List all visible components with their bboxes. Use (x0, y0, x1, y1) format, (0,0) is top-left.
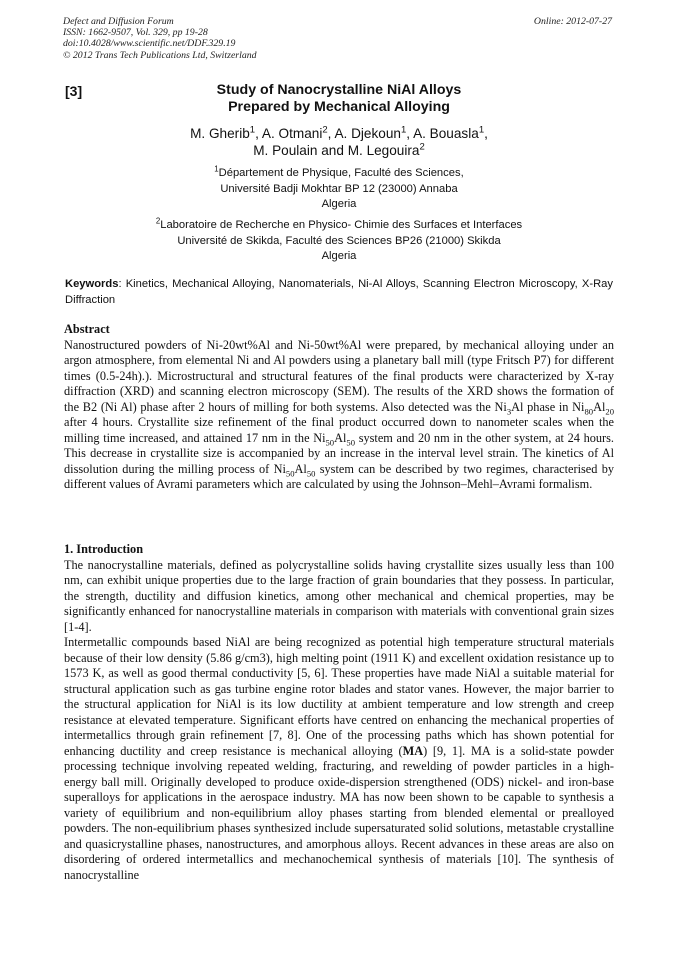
author-name: A. Bouasla (413, 126, 479, 141)
affiliation-mark: 1 (214, 164, 219, 174)
affiliation-2 (90, 218, 588, 265)
journal-name: Defect and Diffusion Forum (63, 16, 174, 27)
affiliation-country: Algeria (321, 198, 357, 210)
author-affiliation-mark: 1 (478, 124, 485, 136)
abstract-text: Al (334, 430, 347, 445)
journal-header (63, 16, 423, 61)
author-conjunction: and (321, 143, 344, 158)
author-list (100, 125, 578, 159)
keywords (65, 277, 613, 308)
affiliation-line (90, 218, 588, 234)
title-line-2: Prepared by Mechanical Alloying (228, 99, 450, 115)
introduction-section (64, 542, 614, 883)
author-name: M. Poulain (253, 143, 318, 158)
affiliation-text: Université Badji Mokhtar BP 12 (23000) Annaba (220, 182, 458, 195)
affiliation-1 (90, 166, 588, 213)
paper-title (130, 82, 548, 116)
author-name: A. Otmani (261, 126, 323, 141)
abstract-text: system can be described by two regimes, characterised by different values of Avrami parameters which are calculated by using the Johnson–Mehl–Avrami formalism. (64, 461, 614, 491)
affiliation-mark: 2 (155, 216, 161, 226)
subscript: 3 (506, 405, 512, 416)
intro-text: Intermetallic compounds based NiAl are being recognized as potential high temperature structural materials because of their low density (5.86 g/cm3), high melting point (1911 K) and excellent oxidation resistance up to 1573 K, as well as good thermal conductivity [5, 6]. These properties have made NiAl a suitable material for structural application such as gas turbine engine rotor blades and stator vanes. However, the major barrier to the structural application for NiAl is its low ductility at ambient temperature and low strength and creep resistance at elevated temperature. Significant efforts have centred on enhancing the mechanical properties of intermetallics through grain refinement [7, 8]. One of the processing paths which has shown potential for enhancing ductility and creep resistance is mechanical alloying ( (64, 635, 614, 758)
title-line-1: Study of Nanocrystalline NiAl Alloys (216, 82, 462, 98)
abstract-text: after 4 hours. Crystallite size refinement of the final product occurred down to nanometer scales when the milling time increased, and attained 17 nm in the Ni (64, 415, 614, 445)
reference-number: [3] (65, 83, 83, 99)
intro-paragraph-2 (64, 635, 614, 883)
author-name: M. Gherib (190, 126, 250, 141)
doi-line: doi:10.4028/www.scientific.net/DDF.329.19 (63, 38, 236, 50)
affiliation-line (90, 166, 588, 182)
abstract-text: Al (294, 461, 307, 476)
online-date: Online: 2012-07-27 (533, 16, 612, 27)
author-line-2 (100, 142, 578, 159)
subscript: 80 (584, 405, 594, 416)
subscript: 50 (325, 436, 335, 447)
affiliation-country: Algeria (321, 250, 357, 262)
abstract-text: Al (593, 399, 606, 414)
introduction-heading: 1. Introduction (64, 542, 144, 556)
subscript: 50 (306, 467, 316, 478)
affiliation-text: Université de Skikda, Faculté des Sciences BP26 (21000) Skikda (177, 234, 501, 247)
abstract-body (64, 338, 614, 493)
issn-line: ISSN: 1662-9507, Vol. 329, pp 19-28 (63, 27, 208, 39)
abstract-section (64, 322, 614, 493)
subscript: 20 (605, 405, 614, 416)
author-name: M. Legouira (347, 143, 420, 158)
intro-bold-term: MA (402, 743, 424, 758)
intro-text: ) [9, 1]. MA is a solid-state powder processing technique involving repeated welding, fracturing, and rewelding of powder particles in a high-energy ball mill. Originally developed to produce oxide-dispersion strengthened (ODS) nickel- and iron-base superalloys for applications in the aerospace industry. MA has now been shown to be capable to synthesis a variety of equilibrium and non-equilibrium alloy phases starting from blended elemental or prealloyed powders. The non-equilibrium phases synthesized include supersaturated solid solutions, metastable crystalline and quasicrystalline phases, nanostructures, and amorphous alloys. Recent advances in these areas are also on disordering of ordered intermetallics and mechanochemical synthesis of materials [10]. The synthesis of nanocrystalline (64, 743, 615, 882)
author-affiliation-mark: 2 (419, 141, 425, 153)
author-line-1: M. Gherib$^1$, A. Otmani$^2$, A. Djekoun$^1$, A. Bouasla$^1$, (190, 124, 488, 141)
abstract-text: Al phase in Ni (511, 399, 585, 414)
author-affiliation-mark: 1 (249, 124, 256, 136)
keywords-label: Keywords (65, 278, 119, 290)
abstract-text: system and 20 nm in the other system, at 24 hours. This decrease in crystallite size is accompanied by an increase in the interval level strain. The kinetics of Al dissolution during the milling process of Ni (64, 430, 614, 476)
keywords-text: : Kinetics, Mechanical Alloying, Nanomaterials, Ni-Al Alloys, Scanning Electron Microscopy, X-Ray Diffraction (65, 278, 613, 306)
author-name: A. Djekoun (334, 126, 401, 141)
subscript: 50 (346, 436, 356, 447)
affiliation-text: Laboratoire de Recherche en Physico- Chimie des Surfaces et Interfaces (160, 219, 523, 231)
copyright-line: © 2012 Trans Tech Publications Ltd, Switzerland (63, 49, 257, 61)
abstract-heading: Abstract (64, 322, 110, 336)
affiliation-text: Département de Physique, Faculté des Sciences, (218, 167, 464, 179)
abstract-text: Nanostructured powders of Ni-20wt%Al and Ni-50wt%Al were prepared, by mechanical alloying under an argon atmosphere, from elemental Ni and Al powders using a planetary ball mill (type Fritsch P7) for different times (0.5-24h).). Microstructural and structural features of the final products were characterized by X-ray diffraction (XRD) and scanning electron microscopy (SEM). The results of the XRD shows the formation of the B2 (Ni Al) phase after 2 hours of milling for both systems. Also detected was the Ni (64, 337, 614, 414)
intro-paragraph-1: The nanocrystalline materials, defined as polycrystalline solids having crystallite sizes usually less than 100 nm, can exhibit unique properties due to the large fraction of grain boundaries that they possess. In particular, the strength, ductility and diffusion kinetics, among other mechanical and chemical properties, may be significantly enhanced for nanocrystalline materials in comparison with materials with conventional grain sizes [1-4]. (64, 557, 614, 634)
author-affiliation-mark: 2 (322, 124, 328, 136)
subscript: 50 (285, 467, 295, 478)
author-affiliation-mark: 1 (400, 124, 407, 136)
